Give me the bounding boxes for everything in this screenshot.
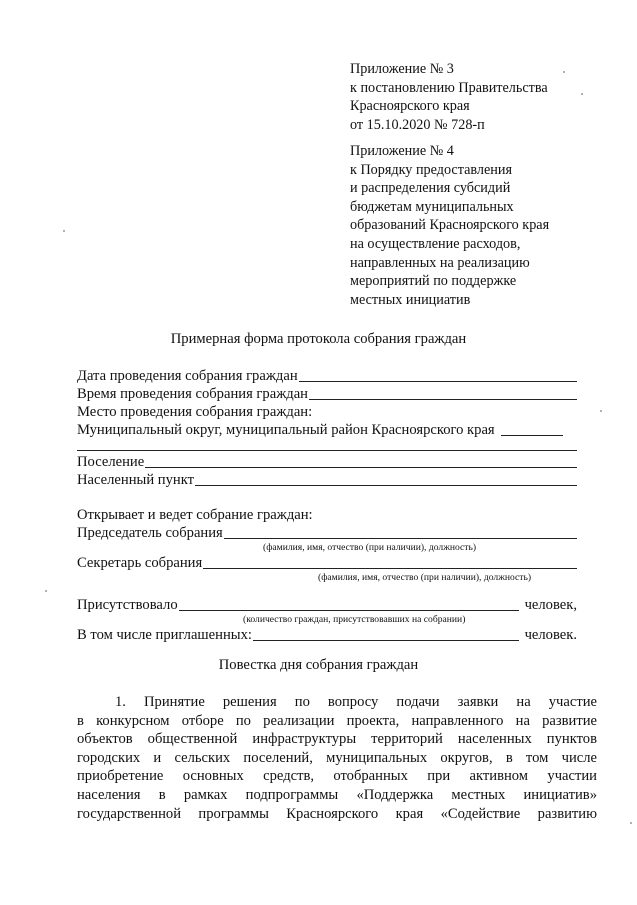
scan-speck	[45, 590, 47, 592]
locality-field	[77, 471, 577, 489]
present-hint: (количество граждан, присутствовавших на собрании)	[243, 614, 466, 625]
secretary-label: Секретарь собрания	[77, 555, 203, 571]
agenda-line: в конкурсном отборе по реализации проекта, направленного на развитие	[77, 712, 597, 729]
appendix-3-line: от 15.10.2020 № 728-п	[350, 116, 485, 133]
appendix-4-line: направленных на реализацию	[350, 254, 530, 271]
invited-field	[77, 626, 577, 644]
district-blank	[501, 434, 563, 436]
district-field	[77, 421, 577, 439]
agenda-line: 1. Принятие решения по вопросу подачи заявки на участие	[115, 694, 597, 710]
scan-speck	[630, 822, 632, 824]
chair-blank	[224, 537, 577, 539]
time-field	[77, 385, 577, 403]
secretary-hint: (фамилия, имя, отчество (при наличии), должность)	[318, 572, 532, 583]
chair-field	[77, 524, 577, 542]
district-label: Муниципальный округ, муниципальный район Красноярского края	[77, 422, 495, 438]
date-blank	[299, 380, 577, 382]
place-label: Место проведения собрания граждан:	[77, 404, 313, 420]
scan-speck	[581, 93, 583, 95]
appendix-3-header	[350, 60, 610, 134]
secretary-blank	[203, 567, 577, 569]
appendix-3-line: Приложение № 3	[350, 61, 454, 77]
present-field	[77, 596, 577, 614]
appendix-4-line: мероприятий по поддержке	[350, 273, 517, 290]
appendix-4-line: Приложение № 4	[350, 143, 454, 159]
appendix-4-line: к Порядку предоставления	[350, 161, 512, 178]
settlement-field	[77, 453, 577, 471]
agenda-item-1	[77, 693, 597, 823]
agenda-line: государственной программы Красноярского края «Содействие развитию	[77, 805, 597, 822]
invited-blank	[253, 639, 519, 641]
appendix-3-line: Красноярского края	[350, 98, 470, 115]
chair-hint: (фамилия, имя, отчество (при наличии), должность)	[263, 542, 477, 553]
chair-label: Председатель собрания	[77, 525, 223, 541]
scan-speck	[563, 71, 565, 73]
appendix-3-line: к постановлению Правительства	[350, 79, 548, 96]
date-label: Дата проведения собрания граждан	[77, 368, 298, 384]
present-blank	[179, 609, 519, 611]
appendix-4-line: местных инициатив	[350, 291, 471, 308]
appendix-4-line: и распределения субсидий	[350, 180, 511, 197]
scan-speck	[63, 230, 65, 232]
settlement-blank	[145, 466, 577, 468]
time-blank	[309, 398, 577, 400]
agenda-line: населения в рамках подпрограммы «Поддержка местных инициатив»	[77, 786, 597, 803]
scan-speck	[600, 410, 602, 412]
appendix-4-line: образований Красноярского края	[350, 217, 550, 234]
secretary-field	[77, 554, 577, 572]
agenda-line: городских и сельских поселений, муниципальных округов, в том числе	[77, 749, 597, 766]
date-field	[77, 367, 577, 385]
present-label: Присутствовало	[77, 597, 178, 613]
agenda-line: объектов общественной инфраструктуры территорий населенных пунктов	[77, 731, 597, 748]
locality-blank	[195, 484, 577, 486]
locality-label: Населенный пункт	[77, 472, 194, 488]
appendix-4-line: на осуществление расходов,	[350, 235, 521, 252]
settlement-label: Поселение	[77, 454, 145, 470]
appendix-4-header	[350, 142, 610, 309]
appendix-4-line: бюджетам муниципальных	[350, 198, 514, 215]
invited-label: В том числе приглашенных:	[77, 627, 252, 643]
invited-unit: человек.	[524, 627, 577, 643]
agenda-line: приобретение основных средств, отобранных при активном участии	[77, 768, 597, 785]
district-blank-continued	[77, 450, 577, 451]
form-title: Примерная форма протокола собрания граждан	[170, 331, 467, 347]
present-unit: человек,	[524, 597, 577, 613]
agenda-title: Повестка дня собрания граждан	[218, 657, 419, 673]
time-label: Время проведения собрания граждан	[77, 386, 308, 402]
opening-intro: Открывает и ведет собрание граждан:	[77, 507, 313, 523]
